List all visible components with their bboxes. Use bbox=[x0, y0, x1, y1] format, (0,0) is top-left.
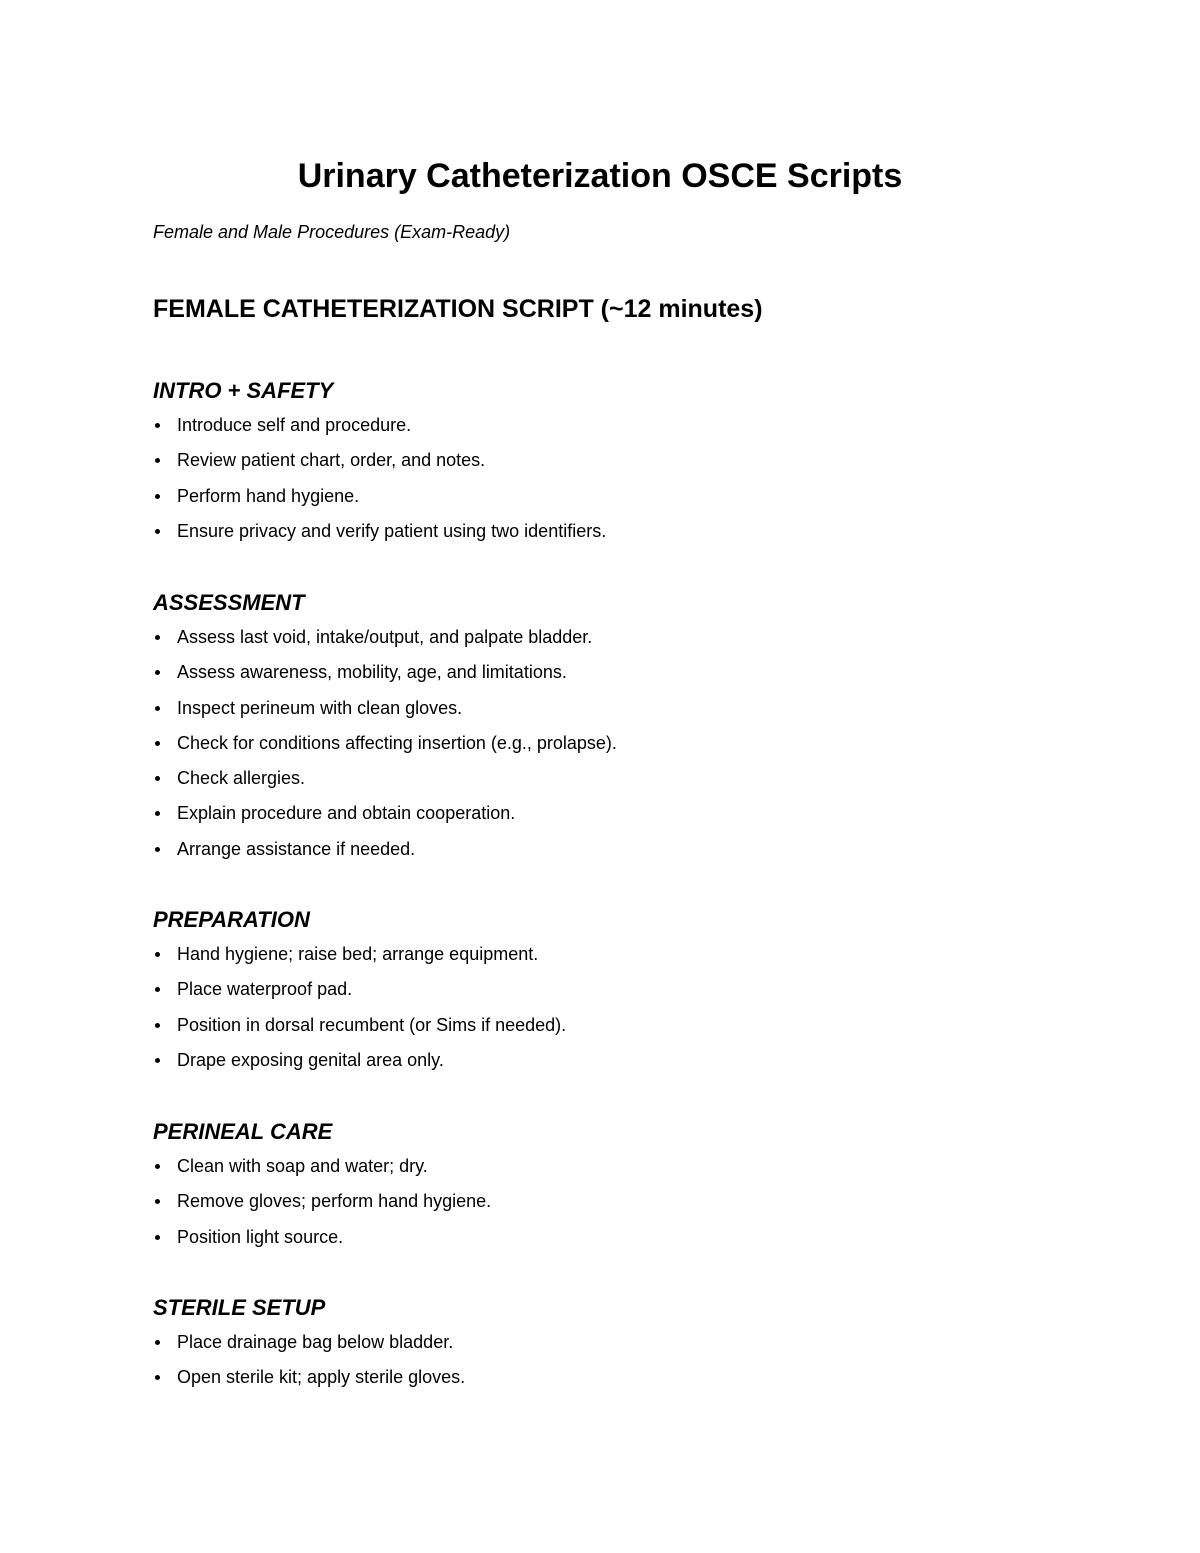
list-item bbox=[153, 410, 1053, 445]
bullet-dot-icon bbox=[155, 776, 160, 781]
list-item bbox=[153, 516, 1053, 551]
list-item-text: Assess awareness, mobility, age, and limitations. bbox=[177, 662, 567, 683]
list-item-text: Check allergies. bbox=[177, 768, 306, 789]
list-item bbox=[153, 693, 1053, 728]
section-perineal-care bbox=[153, 1117, 1053, 1257]
list-item bbox=[153, 1327, 1053, 1362]
bullet-dot-icon bbox=[155, 1375, 160, 1380]
list-item bbox=[153, 1186, 1053, 1221]
section-preparation bbox=[153, 905, 1053, 1080]
bullet-dot-icon bbox=[155, 494, 160, 499]
section-heading: PREPARATION bbox=[153, 907, 310, 932]
list-item bbox=[153, 728, 1053, 763]
bullet-list bbox=[153, 1327, 1053, 1398]
list-item-text: Hand hygiene; raise bed; arrange equipment. bbox=[177, 944, 539, 964]
list-item bbox=[153, 657, 1053, 692]
bullet-dot-icon bbox=[155, 741, 160, 746]
list-item bbox=[153, 834, 1053, 869]
script-title: FEMALE CATHETERIZATION SCRIPT (~12 minutes) bbox=[153, 295, 763, 323]
list-item-text: Remove gloves; perform hand hygiene. bbox=[177, 1191, 492, 1212]
list-item-text: Place waterproof pad. bbox=[177, 979, 353, 1000]
bullet-dot-icon bbox=[155, 529, 160, 534]
list-item-text: Explain procedure and obtain cooperation. bbox=[177, 803, 516, 824]
list-item-text: Clean with soap and water; dry. bbox=[177, 1156, 428, 1176]
list-item bbox=[153, 1010, 1053, 1045]
bullet-list bbox=[153, 1151, 1053, 1257]
list-item bbox=[153, 974, 1053, 1009]
bullet-dot-icon bbox=[155, 1235, 160, 1240]
list-item bbox=[153, 763, 1053, 798]
list-item-text: Drape exposing genital area only. bbox=[177, 1049, 444, 1070]
list-item-text: Check for conditions affecting insertion (e.g., prolapse). bbox=[177, 732, 617, 753]
bullet-list bbox=[153, 939, 1053, 1080]
bullet-dot-icon bbox=[155, 1340, 160, 1345]
list-item bbox=[153, 445, 1053, 480]
list-item bbox=[153, 622, 1053, 657]
bullet-list bbox=[153, 410, 1053, 551]
list-item-text: Assess last void, intake/output, and palpate bladder. bbox=[177, 627, 593, 647]
bullet-dot-icon bbox=[155, 635, 160, 640]
bullet-dot-icon bbox=[155, 847, 160, 852]
bullet-dot-icon bbox=[155, 987, 160, 992]
bullet-dot-icon bbox=[155, 458, 160, 463]
list-item-text: Position light source. bbox=[177, 1226, 344, 1247]
list-item-text: Place drainage bag below bladder. bbox=[177, 1332, 454, 1352]
bullet-dot-icon bbox=[155, 952, 160, 957]
list-item bbox=[153, 798, 1053, 833]
bullet-dot-icon bbox=[155, 706, 160, 711]
bullet-dot-icon bbox=[155, 1058, 160, 1063]
list-item-text: Ensure privacy and verify patient using two identifiers. bbox=[177, 520, 607, 541]
list-item-text: Position in dorsal recumbent (or Sims if needed). bbox=[177, 1014, 567, 1035]
list-item-text: Review patient chart, order, and notes. bbox=[177, 450, 486, 471]
list-item-text: Inspect perineum with clean gloves. bbox=[177, 697, 463, 718]
section-heading: ASSESSMENT bbox=[153, 590, 305, 615]
list-item-text: Introduce self and procedure. bbox=[177, 415, 412, 435]
section-intro-safety bbox=[153, 376, 1053, 551]
section-assessment bbox=[153, 588, 1053, 869]
bullet-dot-icon bbox=[155, 670, 160, 675]
bullet-list bbox=[153, 622, 1053, 869]
list-item bbox=[153, 481, 1053, 516]
list-item bbox=[153, 1362, 1053, 1397]
document-title: Urinary Catheterization OSCE Scripts bbox=[297, 157, 903, 195]
list-item-text: Open sterile kit; apply sterile gloves. bbox=[177, 1367, 466, 1388]
bullet-dot-icon bbox=[155, 1164, 160, 1169]
list-item bbox=[153, 939, 1053, 974]
document-subtitle: Female and Male Procedures (Exam-Ready) bbox=[153, 222, 511, 242]
section-heading: PERINEAL CARE bbox=[153, 1119, 333, 1144]
section-heading: INTRO + SAFETY bbox=[153, 378, 334, 403]
section-sterile-setup bbox=[153, 1293, 1053, 1398]
bullet-dot-icon bbox=[155, 1023, 160, 1028]
bullet-dot-icon bbox=[155, 1199, 160, 1204]
bullet-dot-icon bbox=[155, 811, 160, 816]
section-heading: STERILE SETUP bbox=[153, 1295, 326, 1320]
list-item-text: Arrange assistance if needed. bbox=[177, 838, 416, 859]
list-item bbox=[153, 1151, 1053, 1186]
bullet-dot-icon bbox=[155, 423, 160, 428]
list-item bbox=[153, 1222, 1053, 1257]
list-item-text: Perform hand hygiene. bbox=[177, 485, 360, 506]
list-item bbox=[153, 1045, 1053, 1080]
